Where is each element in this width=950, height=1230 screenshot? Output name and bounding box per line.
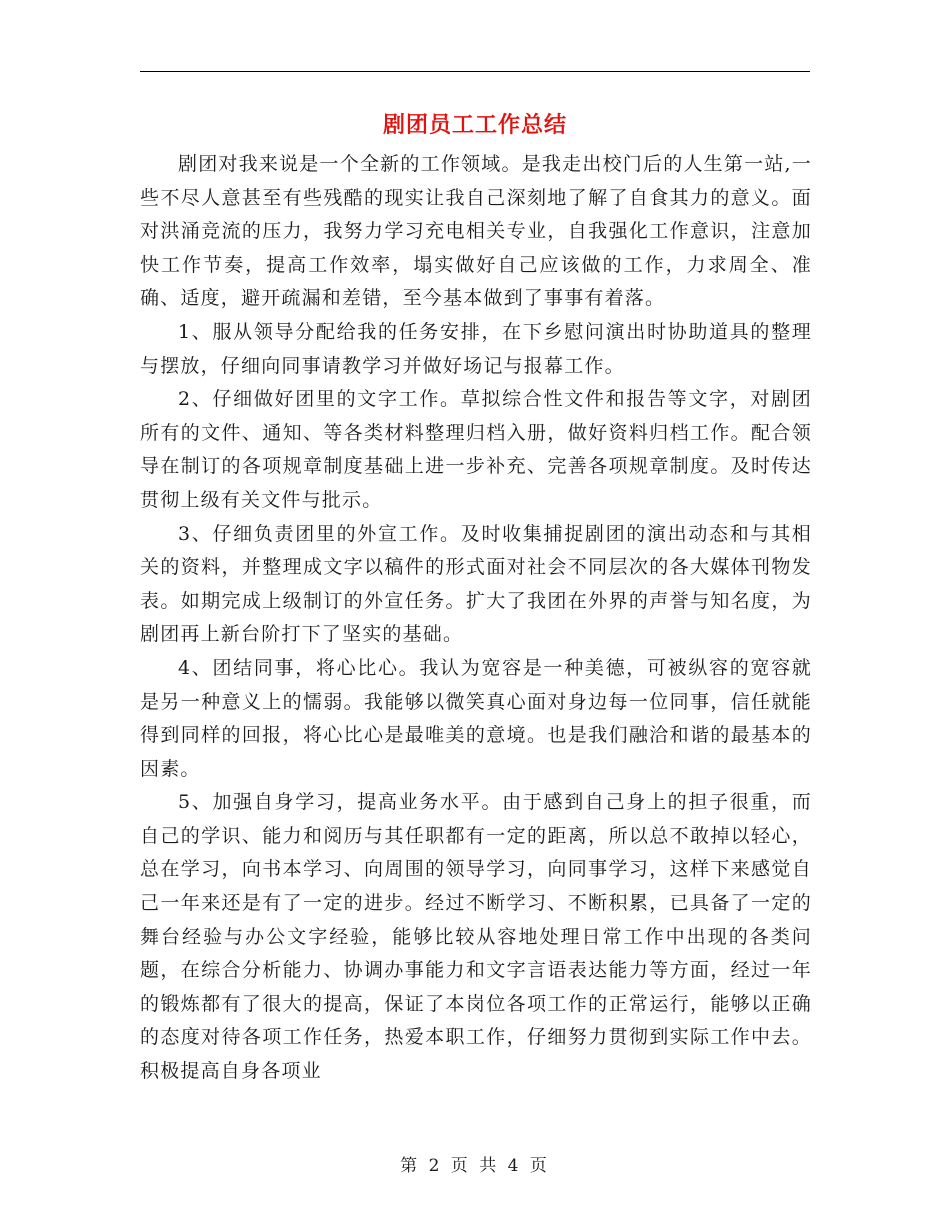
item-2-paragraph: 2、仔细做好团里的文字工作。草拟综合性文件和报告等文字，对剧团所有的文件、通知、等各类材料整理归档入册，做好资料归档工作。配合领导在制订的各项规章制度基础上进一步补充、完善各项规章制度。及时传达贯彻上级有关文件与批示。 (140, 388, 812, 511)
document-title: 剧团员工工作总结 (382, 112, 567, 138)
item-1-paragraph: 1、服从领导分配给我的任务安排，在下乡慰问演出时协助道具的整理与摆放，仔细向同事请教学习并做好场记与报幕工作。 (140, 320, 812, 377)
page-number-footer: 第 2 页 共 4 页 (400, 1156, 550, 1176)
item-5-paragraph: 5、加强自身学习，提高业务水平。由于感到自己身上的担子很重，而自己的学识、能力和阅历与其任职都有一定的距离，所以总不敢掉以轻心，总在学习，向书本学习、向周围的领导学习，向同事学习，这样下来感觉自己一年来还是有了一定的进步。经过不断学习、不断积累，已具备了一定的舞台经验与办公文字经验，能够比较从容地处理日常工作中出现的各类问题，在综合分析能力、协调办事能力和文字言语表达能力等方面，经过一年的锻炼都有了很大的提高，保证了本岗位各项工作的正常运行，能够以正确的态度对待各项工作任务，热爱本职工作，仔细努力贯彻到实际工作中去。积极提高自身各项业 (140, 791, 812, 1083)
document-body (140, 148, 812, 1089)
header-rule (140, 71, 810, 72)
item-4-paragraph: 4、团结同事，将心比心。我认为宽容是一种美德，可被纵容的宽容就是另一种意义上的懦弱。我能够以微笑真心面对身边每一位同事，信任就能得到同样的回报，将心比心是最唯美的意境。也是我们融洽和谐的最基本的因素。 (140, 656, 812, 780)
item-3-paragraph: 3、仔细负责团里的外宣工作。及时收集捕捉剧团的演出动态和与其相关的资料，并整理成文字以稿件的形式面对社会不同层次的各大媒体刊物发表。如期完成上级制订的外宣任务。扩大了我团在外界的声誉与知名度，为剧团再上新台阶打下了坚实的基础。 (140, 522, 812, 646)
intro-paragraph: 剧团对我来说是一个全新的工作领域。是我走出校门后的人生第一站,一些不尽人意甚至有些残酷的现实让我自己深刻地了解了自食其力的意义。面对洪涌竞流的压力，我努力学习充电相关专业，自我强化工作意识，注意加快工作节奏，提高工作效率，塌实做好自己应该做的工作，力求周全、准确、适度，避开疏漏和差错，至今基本做到了事事有着落。 (140, 153, 812, 310)
